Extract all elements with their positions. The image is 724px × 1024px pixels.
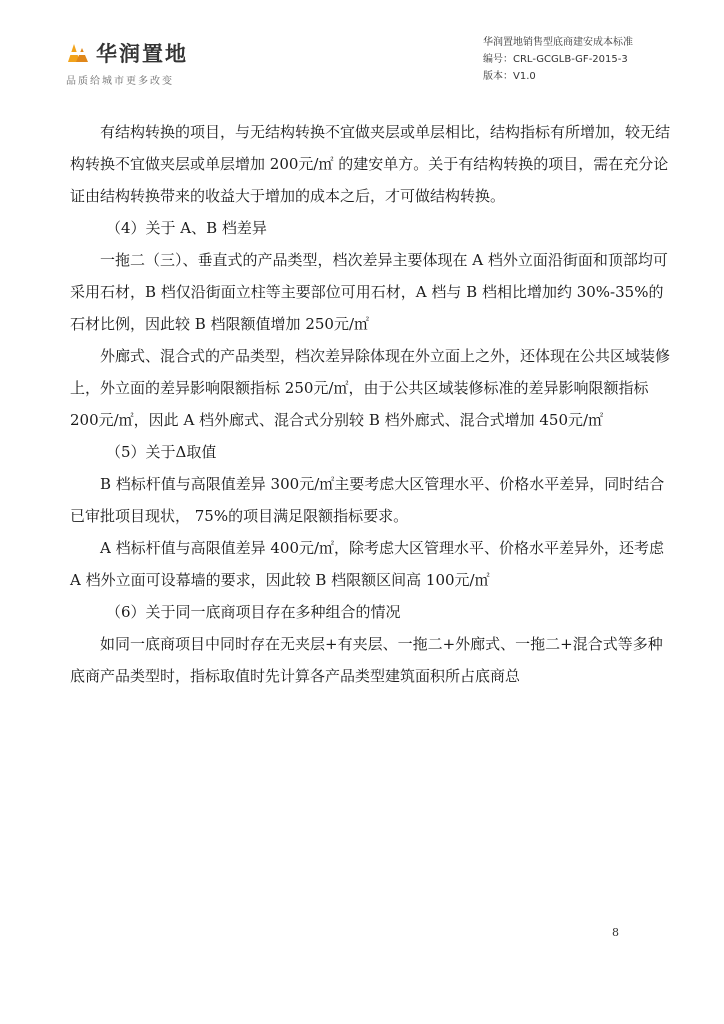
page-number: 8 (612, 926, 619, 939)
document-body (70, 116, 670, 692)
paragraph-structure-transfer: 有结构转换的项目，与无结构转换不宜做夹层或单层相比，结构指标有所增加，较无结构转换不宜做夹层或单层增加 200元/㎡ 的建安单方。关于有结构转换的项目，需在充分论证由结构转换带来的收益大于增加的成本之后，才可做结构转换。 (70, 123, 671, 205)
document-version: 版本：V1.0 (483, 71, 536, 82)
paragraph-vertical-type: 一拖二（三）、垂直式的产品类型，档次差异主要体现在 A 档外立面沿街面和顶部均可采用石材，B 档仅沿街面立柱等主要部位可用石材，A 档与 B 档相比增加约 30%-35%的石材比例，因此较 B 档限额值增加 250元/㎡ (70, 251, 668, 333)
paragraph-multiple-combinations: 如同一底商项目中同时存在无夹层+有夹层、一拖二+外廊式、一拖二+混合式等多种底商产品类型时，指标取值时先计算各产品类型建筑面积所占底商总 (70, 635, 663, 685)
heading-delta-value: （5）关于Δ取值 (106, 443, 217, 461)
brand-logo-icon (66, 40, 90, 64)
brand-slogan: 品质给城市更多改变 (66, 76, 174, 87)
page-header (0, 0, 724, 100)
heading-multiple-combinations: （6）关于同一底商项目存在多种组合的情况 (106, 603, 401, 621)
document-code: 编号：CRL-GCGLB-GF-2015-3 (483, 54, 628, 65)
paragraph-corridor-type: 外廊式、混合式的产品类型，档次差异除体现在外立面上之外，还体现在公共区域装修上，外立面的差异影响限额指标 250元/㎡，由于公共区域装修标准的差异影响限额指标 200元/㎡，因此 A 档外廊式、混合式分别较 B 档外廊式、混合式增加 450元/㎡ (70, 347, 671, 429)
heading-ab-difference: （4）关于 A、B 档差异 (106, 219, 267, 237)
document-meta (483, 34, 633, 85)
paragraph-b-grade-delta: B 档标杆值与高限值差异 300元/㎡主要考虑大区管理水平、价格水平差异，同时结合已审批项目现状， 75%的项目满足限额指标要求。 (70, 475, 665, 525)
brand-name: 华润置地 (96, 42, 188, 66)
paragraph-a-grade-delta: A 档标杆值与高限值差异 400元/㎡，除考虑大区管理水平、价格水平差异外，还考虑 A 档外立面可设幕墙的要求，因此较 B 档限额区间高 100元/㎡ (70, 539, 665, 589)
document-title: 华润置地销售型底商建安成本标准 (483, 37, 633, 48)
